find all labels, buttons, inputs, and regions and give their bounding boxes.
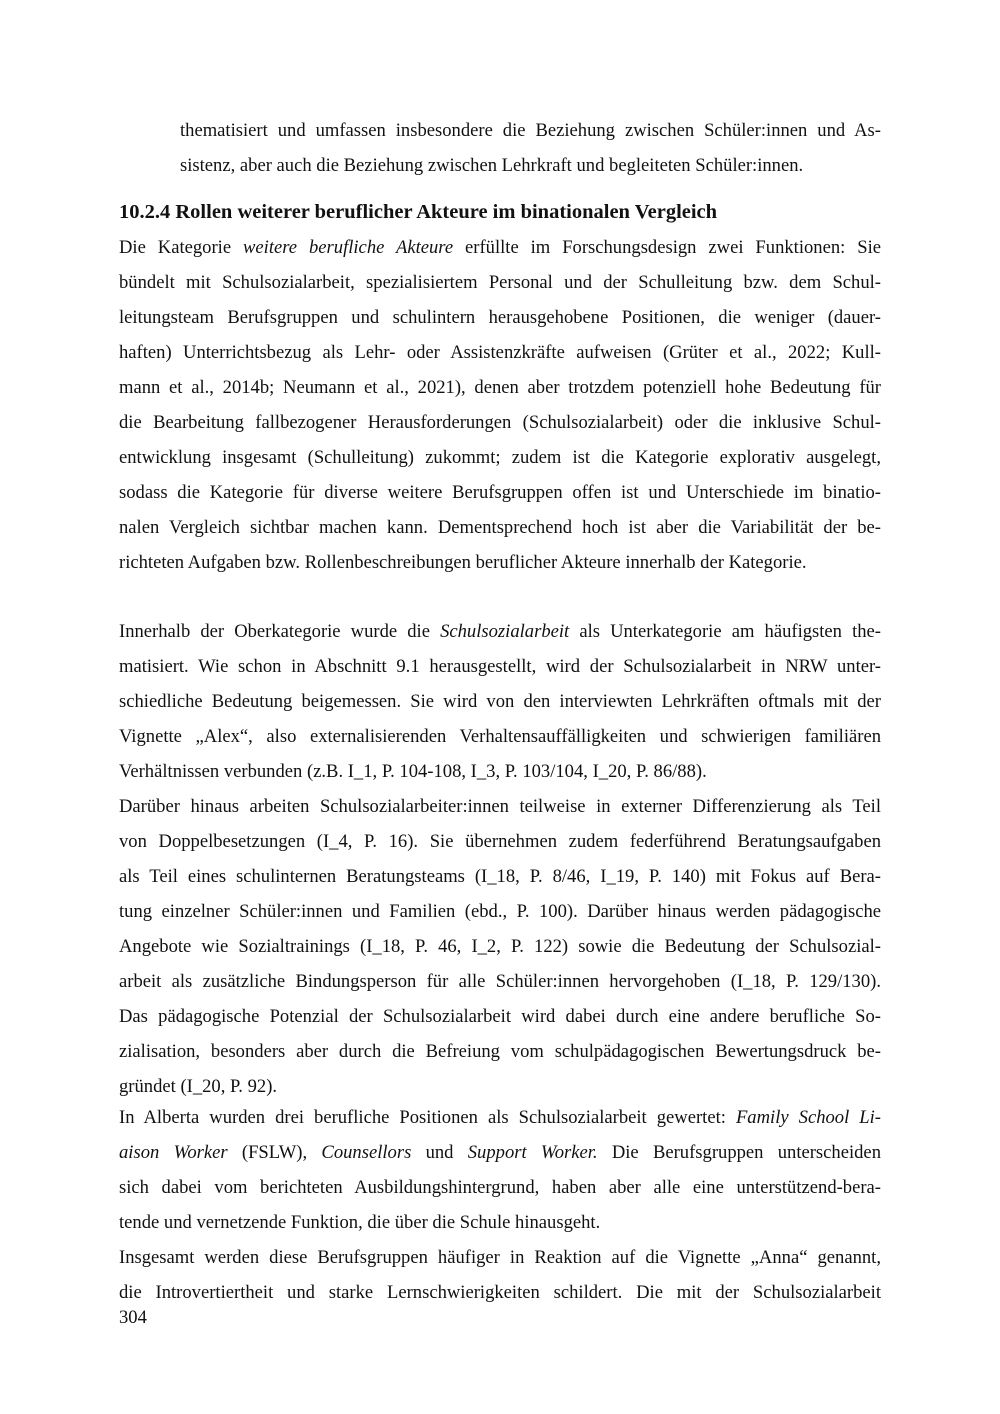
- text-run: als Unterkategorie am häufigsten the-: [569, 621, 881, 642]
- paragraph-2: [119, 614, 881, 1104]
- text-run: In Alberta wurden drei berufliche Positionen als Schulsozialarbeit gewertet:: [119, 1107, 736, 1128]
- text-line: tung einzelner Schüler:innen und Familien (ebd., P. 100). Darüber hinaus werden pädagogische: [119, 901, 881, 922]
- text-line: als Teil eines schulinternen Beratungsteams (I_18, P. 8/46, I_19, P. 140) mit Fokus auf Bera-: [119, 866, 881, 887]
- text-run: Innerhalb der Oberkategorie wurde die: [119, 621, 441, 642]
- text-line: matisiert. Wie schon in Abschnitt 9.1 herausgestellt, wird der Schulsozialarbeit in NRW unter-: [119, 656, 881, 677]
- text-line: Vignette „Alex“, also externalisierenden Verhaltensauffälligkeiten und schwierigen familiären: [119, 726, 881, 747]
- text-line: sodass die Kategorie für diverse weitere Berufsgruppen offen ist und Unterschiede im binatio-: [119, 482, 881, 503]
- paragraph-3: [119, 1100, 881, 1310]
- section-number: 10.2.4: [119, 201, 171, 223]
- paragraph-1: [119, 230, 881, 580]
- text-line: zialisation, besonders aber durch die Befreiung vom schulpädagogischen Bewertungsdruck be-: [119, 1041, 881, 1062]
- emphasis-term: Support Worker.: [467, 1142, 598, 1163]
- text-line: mann et al., 2014b; Neumann et al., 2021), denen aber trotzdem potenziell hohe Bedeutung für: [119, 377, 881, 398]
- text-line: entwicklung insgesamt (Schulleitung) zukommt; zudem ist die Kategorie explorativ ausgelegt,: [119, 447, 881, 468]
- section-heading: [119, 196, 881, 228]
- emphasis-term: Schulsozialarbeit: [440, 621, 570, 642]
- text-line: sistenz, aber auch die Beziehung zwischen Lehrkraft und begleiteten Schüler:innen.: [180, 155, 804, 176]
- text-line: Insgesamt werden diese Berufsgruppen häufiger in Reaktion auf die Vignette „Anna“ genannt,: [119, 1247, 881, 1268]
- text-line: Angebote wie Sozialtrainings (I_18, P. 46, I_2, P. 122) sowie die Bedeutung der Schulsozial-: [119, 936, 881, 957]
- text-line: thematisiert und umfassen insbesondere die Beziehung zwischen Schüler:innen und As-: [180, 120, 881, 141]
- text-line: haften) Unterrichtsbezug als Lehr- oder Assistenzkräfte aufweisen (Grüter et al., 2022; Kull-: [119, 342, 881, 363]
- continuation-paragraph: [119, 113, 881, 183]
- text-line: von Doppelbesetzungen (I_4, P. 16). Sie übernehmen zudem federführend Beratungsaufgaben: [119, 831, 881, 852]
- text-line: [119, 614, 881, 649]
- text-line: sich dabei vom berichteten Ausbildungshintergrund, haben aber alle eine unterstützend-bera-: [119, 1177, 881, 1198]
- text-line: [119, 230, 881, 265]
- text-line: nalen Vergleich sichtbar machen kann. Dementsprechend hoch ist aber die Variabilität der be-: [119, 517, 881, 538]
- text-line: Verhältnissen verbunden (z.B. I_1, P. 104-108, I_3, P. 103/104, I_20, P. 86/88).: [119, 761, 707, 782]
- section-title: Rollen weiterer beruflicher Akteure im binationalen Vergleich: [175, 201, 718, 223]
- text-line: schiedliche Bedeutung beigemessen. Sie wird von den interviewten Lehrkräften oftmals mit der: [119, 691, 881, 712]
- text-line: leitungsteam Berufsgruppen und schulintern herausgehobene Positionen, die weniger (dauer-: [119, 307, 881, 328]
- text-line: Das pädagogische Potenzial der Schulsozialarbeit wird dabei durch eine andere berufliche So-: [119, 1006, 881, 1027]
- text-line: richteten Aufgaben bzw. Rollenbeschreibungen beruflicher Akteure innerhalb der Kategorie.: [119, 552, 807, 573]
- text-line: die Bearbeitung fallbezogener Herausforderungen (Schulsozialarbeit) oder die inklusive Schul-: [119, 412, 881, 433]
- text-run: (FSLW),: [227, 1142, 322, 1163]
- text-run: und: [411, 1142, 468, 1163]
- text-line: tende und vernetzende Funktion, die über die Schule hinausgeht.: [119, 1212, 601, 1233]
- text-line: [119, 1100, 881, 1135]
- text-run: erfüllte im Forschungsdesign zwei Funktionen: Sie: [453, 237, 881, 258]
- emphasis-term: Family School Li-: [735, 1107, 881, 1128]
- text-line: die Introvertiertheit und starke Lernschwierigkeiten schildert. Die mit der Schulsozialarbeit: [119, 1282, 881, 1303]
- text-line: [119, 1135, 881, 1170]
- text-line: arbeit als zusätzliche Bindungsperson für alle Schüler:innen hervorgehoben (I_18, P. 129/130).: [119, 971, 881, 992]
- emphasis-term: Counsellors: [321, 1142, 412, 1163]
- emphasis-term: weitere berufliche Akteure: [243, 237, 454, 258]
- text-run: Die Berufsgruppen unterscheiden: [597, 1142, 881, 1163]
- text-line: bündelt mit Schulsozialarbeit, spezialisiertem Personal und der Schulleitung bzw. dem Schul-: [119, 272, 881, 293]
- text-run: Die Kategorie: [119, 237, 244, 258]
- text-line: Darüber hinaus arbeiten Schulsozialarbeiter:innen teilweise in externer Differenzierung als Teil: [119, 796, 881, 817]
- emphasis-term: aison Worker: [119, 1142, 228, 1163]
- page-number: 304: [119, 1307, 147, 1328]
- text-line: gründet (I_20, P. 92).: [119, 1076, 278, 1097]
